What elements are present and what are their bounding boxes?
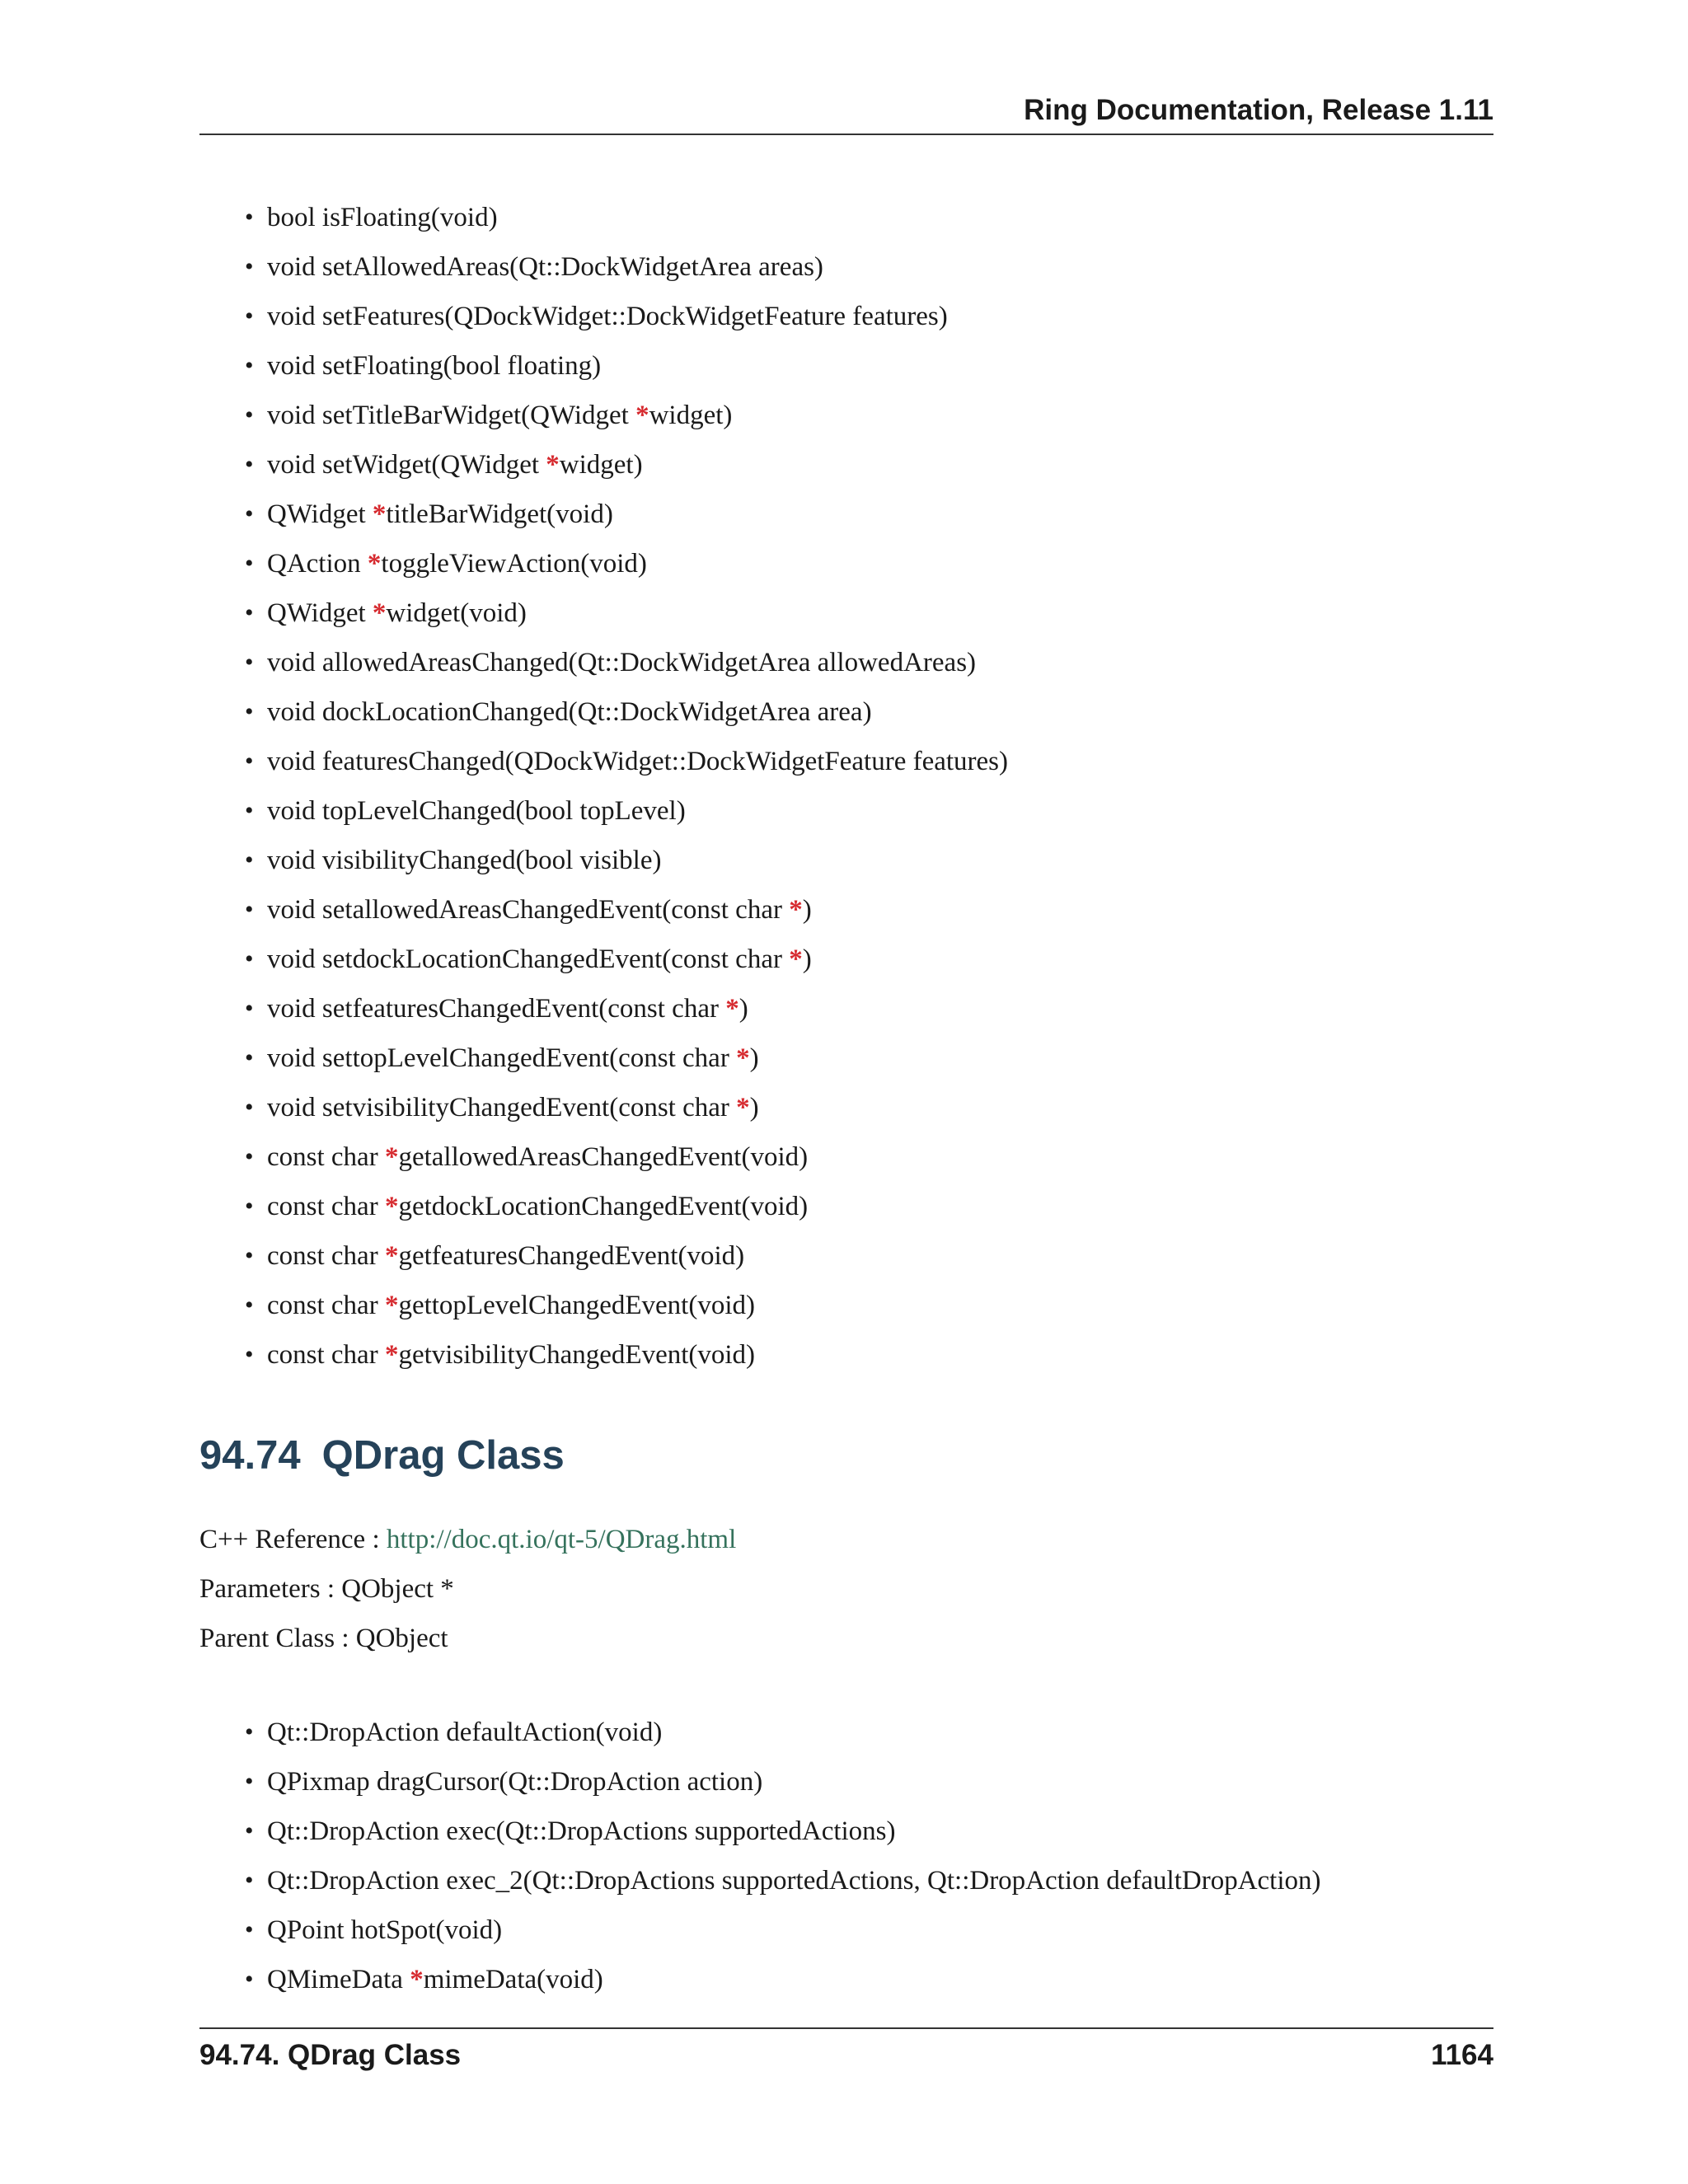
- cpp-reference-link[interactable]: http://doc.qt.io/qt-5/QDrag.html: [386, 1525, 737, 1554]
- list-item: • void setTitleBarWidget(QWidget *widget): [247, 391, 1008, 440]
- list-item: • void setdockLocationChangedEvent(const char *): [247, 935, 1008, 984]
- list-item: • void setFeatures(QDockWidget::DockWidgetFeature features): [247, 292, 1008, 341]
- list-item: • const char *getdockLocationChangedEvent(void): [247, 1182, 1008, 1231]
- page-number: 1164: [1431, 2039, 1493, 2071]
- list-item: • void setWidget(QWidget *widget): [247, 440, 1008, 490]
- list-item: • const char *gettopLevelChangedEvent(void): [247, 1281, 1008, 1330]
- cpp-reference: [199, 1521, 736, 1558]
- list-item: • void setAllowedAreas(Qt::DockWidgetArea areas): [247, 242, 1008, 292]
- list-item: • QWidget *widget(void): [247, 588, 1008, 638]
- list-item: • QWidget *titleBarWidget(void): [247, 490, 1008, 539]
- cpp-reference-label: C++ Reference :: [199, 1525, 387, 1554]
- list-item: • QPoint hotSpot(void): [247, 1905, 1321, 1955]
- list-item: • const char *getfeaturesChangedEvent(void): [247, 1231, 1008, 1281]
- list-item: • void dockLocationChanged(Qt::DockWidgetArea area): [247, 687, 1008, 737]
- list-item: • QPixmap dragCursor(Qt::DropAction action): [247, 1757, 1321, 1807]
- list-item: • bool isFloating(void): [247, 193, 1008, 242]
- list-item: • Qt::DropAction defaultAction(void): [247, 1708, 1321, 1757]
- section-title: QDrag Class: [321, 1433, 565, 1478]
- list-item: • const char *getvisibilityChangedEvent(void): [247, 1330, 1008, 1380]
- list-item: • void setvisibilityChangedEvent(const char *): [247, 1083, 1008, 1132]
- document-page: [199, 0, 1493, 2184]
- list-item: • void visibilityChanged(bool visible): [247, 836, 1008, 885]
- parameters-line: Parameters : QObject *: [199, 1574, 454, 1604]
- list-item: • Qt::DropAction exec(Qt::DropActions supportedActions): [247, 1807, 1321, 1856]
- list-item: • QMimeData *mimeData(void): [247, 1955, 1321, 2004]
- list-item: • void setFloating(bool floating): [247, 341, 1008, 391]
- footer-section: 94.74. QDrag Class: [199, 2039, 462, 2071]
- header-title: Ring Documentation, Release 1.11: [1024, 94, 1493, 126]
- list-item: • void setallowedAreasChangedEvent(const char *): [247, 885, 1008, 935]
- running-header: [199, 92, 1493, 135]
- list-item: • void featuresChanged(QDockWidget::DockWidgetFeature features): [247, 737, 1008, 786]
- dockwidget-method-list: [247, 193, 1008, 1380]
- list-item: • void settopLevelChangedEvent(const char *): [247, 1033, 1008, 1083]
- list-item: • void allowedAreasChanged(Qt::DockWidgetArea allowedAreas): [247, 638, 1008, 687]
- list-item: • QAction *toggleViewAction(void): [247, 539, 1008, 588]
- list-item: • void setfeaturesChangedEvent(const char *): [247, 984, 1008, 1033]
- section-number: 94.74: [199, 1433, 301, 1478]
- list-item: • const char *getallowedAreasChangedEvent(void): [247, 1132, 1008, 1182]
- list-item: • Qt::DropAction exec_2(Qt::DropActions supportedActions, Qt::DropAction defaultDropAction): [247, 1856, 1321, 1905]
- running-footer: [199, 2027, 1493, 2074]
- section-heading: [199, 1431, 565, 1480]
- qdrag-method-list: [247, 1708, 1321, 2004]
- list-item: • void topLevelChanged(bool topLevel): [247, 786, 1008, 836]
- parent-class-line: Parent Class : QObject: [199, 1624, 448, 1653]
